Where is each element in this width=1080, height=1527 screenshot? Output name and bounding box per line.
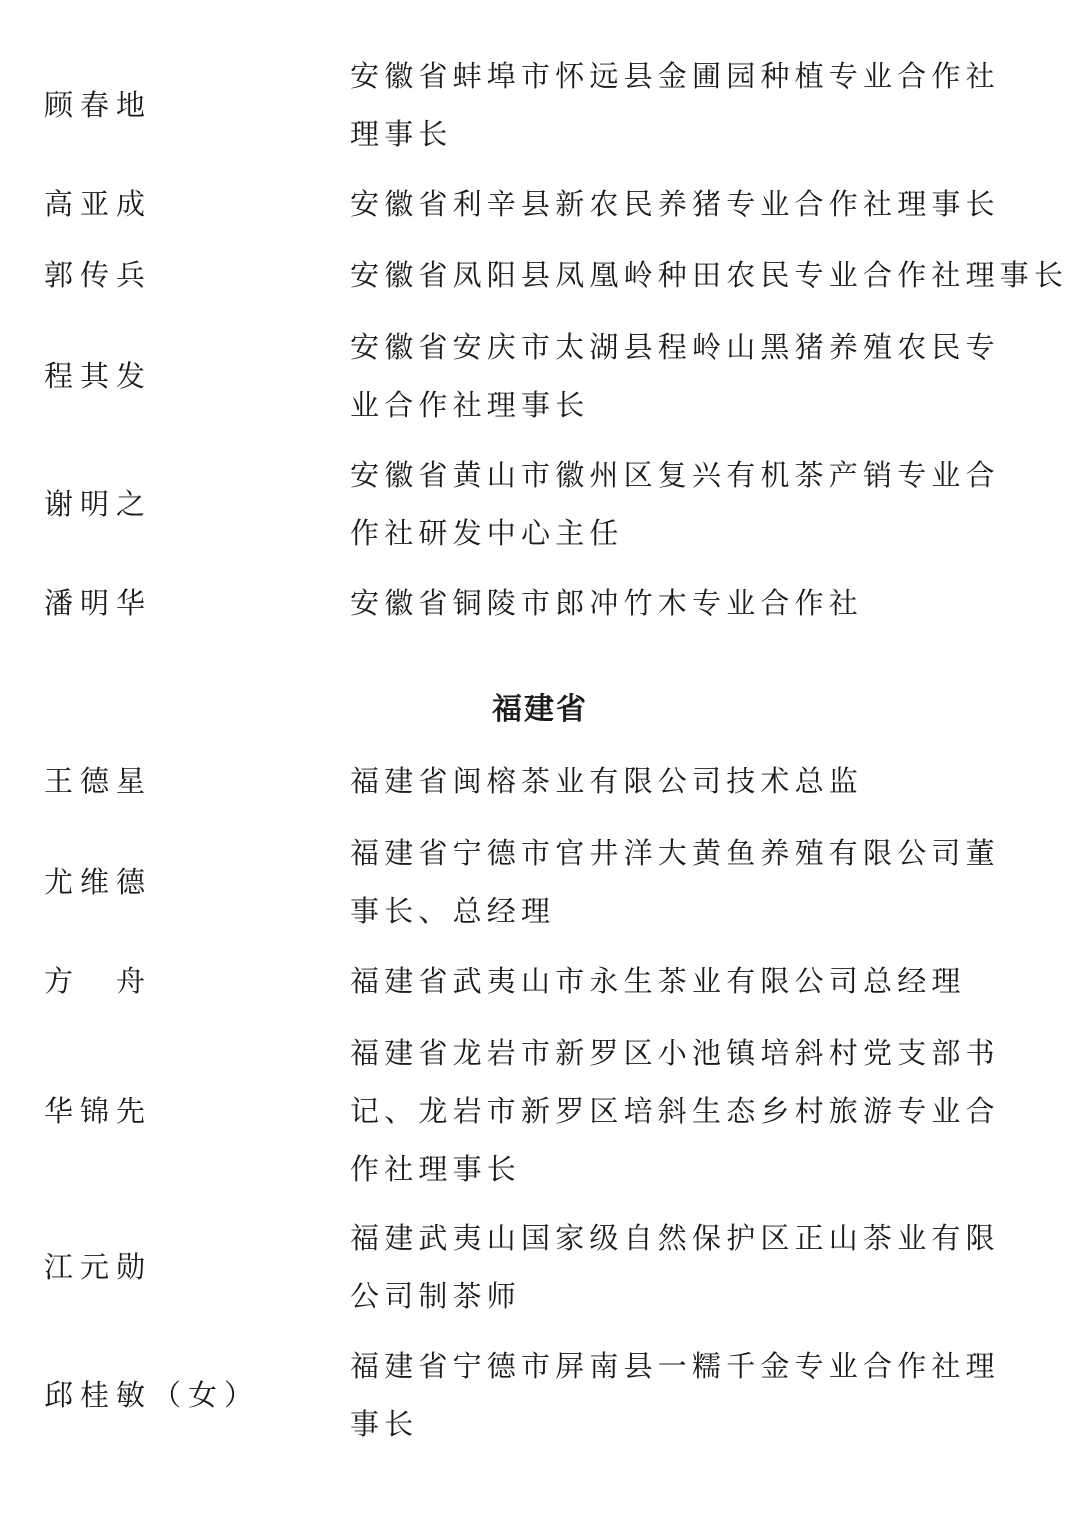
person-affiliation	[350, 47, 1050, 163]
person-name: 方 舟	[44, 964, 153, 998]
affiliation-line: 福建省闽榕茶业有限公司技术总监	[350, 764, 864, 798]
person-affiliation	[350, 574, 1050, 632]
affiliation-line: 作社理事长	[350, 1152, 522, 1186]
person-affiliation	[350, 446, 1050, 562]
affiliation-line: 福建省武夷山市永生茶业有限公司总经理	[350, 964, 966, 998]
person-name: 潘明华	[44, 586, 153, 620]
person-affiliation	[350, 1337, 1050, 1453]
person-affiliation	[350, 1024, 1050, 1198]
person-name: 尤维德	[44, 865, 153, 899]
person-name: 顾春地	[44, 88, 153, 122]
affiliation-line: 福建省龙岩市新罗区小池镇培斜村党支部书	[350, 1036, 1000, 1070]
affiliation-line: 安徽省黄山市徽州区复兴有机茶产销专业合	[350, 458, 1000, 492]
affiliation-line: 作社研发中心主任	[350, 516, 624, 550]
affiliation-line: 福建武夷山国家级自然保护区正山茶业有限	[350, 1221, 1000, 1255]
affiliation-line: 安徽省凤阳县凤凰岭种田农民专业合作社理事长	[350, 258, 1069, 292]
person-name: 华锦先	[44, 1094, 153, 1128]
person-affiliation	[350, 246, 1069, 304]
affiliation-line: 公司制茶师	[350, 1279, 522, 1313]
affiliation-line: 安徽省利辛县新农民养猪专业合作社理事长	[350, 187, 1000, 221]
affiliation-line: 事长	[350, 1407, 419, 1441]
person-affiliation	[350, 752, 1050, 810]
affiliation-line: 安徽省铜陵市郎冲竹木专业合作社	[350, 586, 864, 620]
affiliation-line: 福建省宁德市屏南县一糯千金专业合作社理	[350, 1349, 1000, 1383]
affiliation-line: 安徽省安庆市太湖县程岭山黑猪养殖农民专	[350, 330, 1000, 364]
affiliation-line: 安徽省蚌埠市怀远县金圃园种植专业合作社	[350, 59, 1000, 93]
person-affiliation	[350, 318, 1050, 434]
affiliation-line: 理事长	[350, 117, 453, 151]
person-affiliation	[350, 824, 1050, 940]
section-title: 福建省	[492, 692, 588, 727]
person-name: 谢明之	[44, 487, 153, 521]
person-name: 江元勋	[44, 1250, 153, 1284]
affiliation-line: 事长、总经理	[350, 894, 556, 928]
person-name: 高亚成	[44, 187, 153, 221]
person-name: 邱桂敏（女）	[44, 1378, 261, 1412]
person-affiliation	[350, 952, 1050, 1010]
affiliation-line: 业合作社理事长	[350, 388, 590, 422]
person-affiliation	[350, 175, 1050, 233]
person-name: 程其发	[44, 359, 153, 393]
person-name: 王德星	[44, 764, 153, 798]
person-affiliation	[350, 1209, 1050, 1325]
affiliation-line: 记、龙岩市新罗区培斜生态乡村旅游专业合	[350, 1094, 1000, 1128]
affiliation-line: 福建省宁德市官井洋大黄鱼养殖有限公司董	[350, 836, 1000, 870]
person-name: 郭传兵	[44, 258, 153, 292]
